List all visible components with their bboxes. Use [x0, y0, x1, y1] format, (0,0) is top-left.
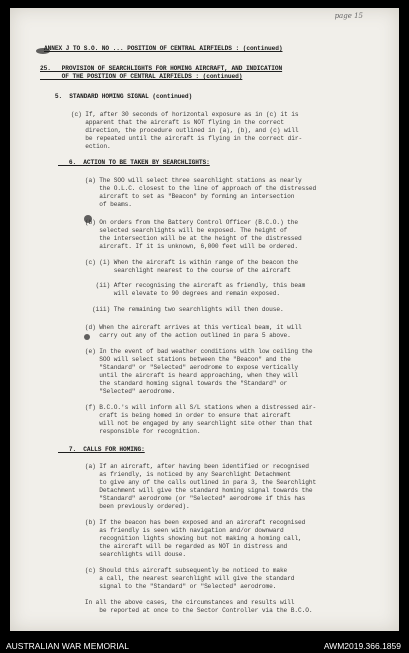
doc-line: signal to the "Standard" or "Selected" aerodrome.	[74, 583, 277, 590]
footer-bar	[0, 631, 409, 653]
doc-line: 25. PROVISION OF SEARCHLIGHTS FOR HOMING AIRCRAFT, AND INDICATION	[40, 65, 283, 72]
doc-line: ection.	[60, 143, 111, 150]
doc-line: will elevate to 90 degrees and remain exposed.	[74, 290, 280, 297]
doc-line: "Standard" or "Selected" aerodrome to expose vertically	[74, 364, 299, 371]
doc-line: (c) (i) When the aircraft is within range of the beacon the	[74, 259, 299, 266]
doc-line: as friendly, is noticed by any Searchlight Detachment	[74, 471, 291, 478]
doc-line: aircraft. If it is unknown, 6,000 feet will be ordered.	[74, 243, 299, 250]
doc-line: responsible for recognition.	[74, 428, 201, 435]
footer-source-label: AUSTRALIAN WAR MEMORIAL	[6, 641, 129, 651]
doc-line: (b) On orders from the Battery Control Officer (B.C.O.) the	[74, 219, 299, 226]
doc-line: 5. STANDARD HOMING SIGNAL (continued)	[44, 93, 193, 100]
doc-line: be reported at once to the Sector Controller via the B.C.O.	[74, 607, 313, 614]
doc-line: craft is being homed in order to ensure that aircraft	[74, 412, 291, 419]
doc-line: until the aircraft is heard approaching, when they will	[74, 372, 299, 379]
doc-line: the O.L.C. closest to the line of approach of the distressed	[74, 185, 317, 192]
doc-line: the intersection will be at the height of the distressed	[74, 235, 302, 242]
doc-line: direction, the procedure outlined in (a), (b), and (c) will	[60, 127, 299, 134]
doc-line: "Selected" aerodrome.	[74, 388, 176, 395]
doc-line: of beams.	[74, 201, 132, 208]
doc-line: apparent that the aircraft is NOT flying in the correct	[60, 119, 285, 126]
doc-line: 6. ACTION TO BE TAKEN BY SEARCHLIGHTS:	[58, 159, 210, 166]
doc-line: recognition lights showing but not making a homing call,	[74, 535, 302, 542]
doc-line: (iii) The remaining two searchlights will then douse.	[74, 306, 284, 313]
doc-line: (b) If the beacon has been exposed and an aircraft recognised	[74, 519, 306, 526]
doc-line: SOO will select stations between the "Beacon" and the	[74, 356, 291, 363]
doc-line: OF THE POSITION OF CENTRAL AIRFIELDS : (continued)	[40, 73, 243, 80]
doc-line: searchlight nearest to the course of the aircraft	[74, 267, 291, 274]
doc-line: a call, the nearest searchlight will give the standard	[74, 575, 295, 582]
doc-line: searchlights will douse.	[74, 551, 187, 558]
doc-line: been previously ordered).	[74, 503, 190, 510]
page-number-note: page 15	[334, 12, 363, 20]
doc-line: be repeated until the aircraft is flying in the correct dir-	[60, 135, 303, 142]
doc-line: In all the above cases, the circumstances and results will	[74, 599, 295, 606]
doc-line: 7. CALLS FOR HOMING:	[58, 446, 145, 453]
doc-line: (a) If an aircraft, after having been identified or recognised	[74, 463, 309, 470]
footer-accession-number: AWM2019.366.1859	[323, 641, 401, 651]
doc-line: (e) In the event of bad weather conditions with low ceiling the	[74, 348, 313, 355]
doc-line: will not be engaged by any searchlight site other than that	[74, 420, 313, 427]
doc-line: (c) If, after 30 seconds of horizontal exposure as in (c) it is	[60, 111, 299, 118]
doc-line: "Standard" aerodrome (or "Selected" aerodrome if this has	[74, 495, 306, 502]
doc-line: (f) B.C.O.'s will inform all S/L stations when a distressed air-	[74, 404, 317, 411]
doc-line: (c) Should this aircraft subsequently be noticed to make	[74, 567, 288, 574]
doc-line: selected searchlights will be exposed. The height of	[74, 227, 288, 234]
doc-line: the standard homing signal towards the "Standard" or	[74, 380, 288, 387]
doc-line: aircraft to set as "Beacon" by forming an intersection	[74, 193, 295, 200]
doc-line: (ii) After recognising the aircraft as friendly, this beam	[74, 282, 306, 289]
doc-line: to give any of the calls outlined in para 3, the Searchlight	[74, 479, 317, 486]
doc-line: Detachment will give the standard homing signal towards the	[74, 487, 313, 494]
doc-line: carry out any of the action outlined in para 5 above.	[74, 332, 291, 339]
doc-line: ANNEX J TO S.O. NO ... POSITION OF CENTRAL AIRFIELDS : (continued)	[44, 45, 283, 52]
doc-line: (a) The SOO will select three searchlight stations as nearly	[74, 177, 302, 184]
doc-line: as friendly is seen with navigation and/or downward	[74, 527, 284, 534]
doc-line: the aircraft will be regarded as NOT in distress and	[74, 543, 288, 550]
document-page	[10, 8, 399, 631]
doc-line: (d) When the aircraft arrives at this vertical beam, it will	[74, 324, 302, 331]
